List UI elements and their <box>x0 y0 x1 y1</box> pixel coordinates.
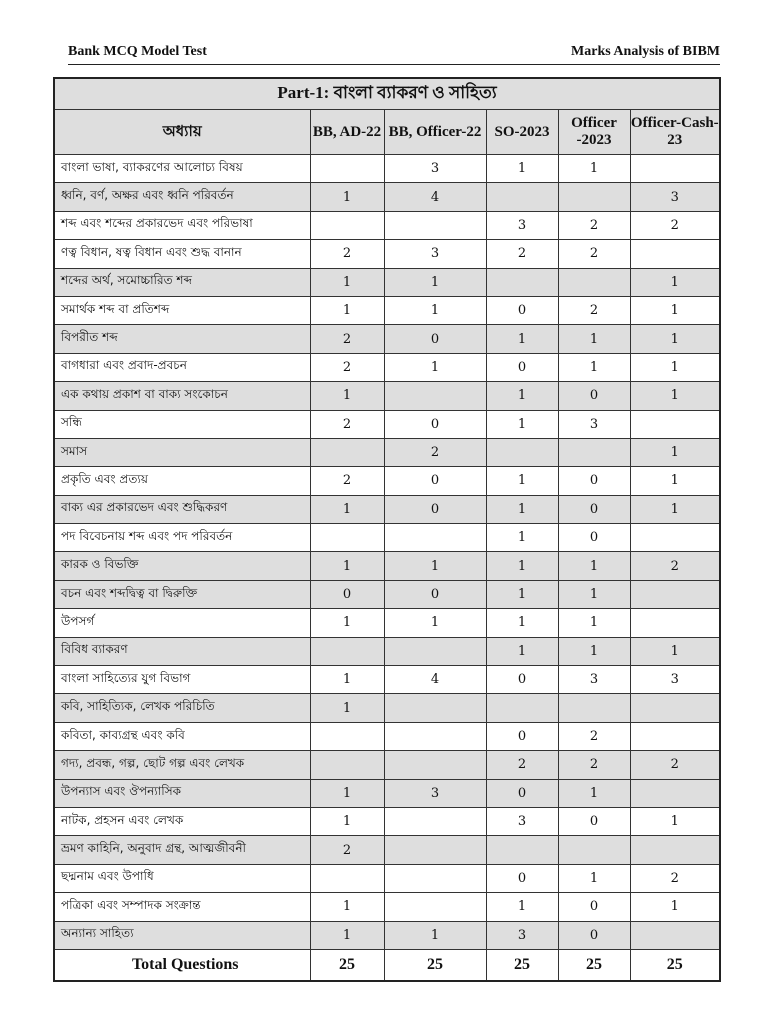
table-row <box>54 467 720 495</box>
table-row <box>54 240 720 268</box>
value-cell <box>310 637 384 665</box>
topic-cell: পত্রিকা এবং সম্পাদক সংক্রান্ত <box>54 893 310 921</box>
value-cell: 4 <box>384 666 486 694</box>
value-cell <box>630 779 720 807</box>
table-row <box>54 580 720 608</box>
value-cell: 1 <box>486 410 558 438</box>
value-cell: 1 <box>486 382 558 410</box>
marks-table <box>53 77 721 982</box>
value-cell: 1 <box>486 325 558 353</box>
table-title-row <box>54 78 720 110</box>
value-cell: 1 <box>630 382 720 410</box>
column-header: SO-2023 <box>486 110 558 155</box>
value-cell: 1 <box>384 552 486 580</box>
table-row <box>54 353 720 381</box>
table-title: Part-1: বাংলা ব্যাকরণ ও সাহিত্য <box>54 78 720 110</box>
value-cell: 2 <box>310 836 384 864</box>
topic-cell: বাংলা ভাষা, ব্যাকরণের আলোচ্য বিষয় <box>54 155 310 183</box>
value-cell <box>486 183 558 211</box>
value-cell <box>384 751 486 779</box>
value-cell: 1 <box>558 637 630 665</box>
value-cell <box>384 807 486 835</box>
value-cell <box>558 438 630 466</box>
value-cell <box>630 524 720 552</box>
table-row <box>54 864 720 892</box>
value-cell <box>310 751 384 779</box>
value-cell: 0 <box>486 864 558 892</box>
value-cell: 3 <box>630 183 720 211</box>
page-header <box>68 40 720 65</box>
value-cell: 2 <box>310 240 384 268</box>
value-cell: 2 <box>486 751 558 779</box>
total-cell: 25 <box>310 949 384 981</box>
value-cell: 0 <box>384 410 486 438</box>
value-cell: 1 <box>486 580 558 608</box>
value-cell: 2 <box>630 751 720 779</box>
total-cell: 25 <box>486 949 558 981</box>
table-row <box>54 921 720 949</box>
value-cell: 1 <box>310 552 384 580</box>
value-cell <box>558 836 630 864</box>
value-cell: 1 <box>310 382 384 410</box>
value-cell <box>630 155 720 183</box>
value-cell: 2 <box>558 751 630 779</box>
value-cell <box>558 183 630 211</box>
value-cell <box>310 211 384 239</box>
total-label: Total Questions <box>54 949 310 981</box>
value-cell <box>630 609 720 637</box>
topic-cell: বাক্য এর প্রকারভেদ এবং শুদ্ধিকরণ <box>54 495 310 523</box>
table-row <box>54 438 720 466</box>
value-cell <box>310 438 384 466</box>
value-cell <box>630 694 720 722</box>
value-cell: 1 <box>384 921 486 949</box>
value-cell: 2 <box>384 438 486 466</box>
value-cell: 1 <box>486 609 558 637</box>
value-cell <box>486 268 558 296</box>
value-cell: 2 <box>310 325 384 353</box>
table-row <box>54 552 720 580</box>
value-cell <box>384 836 486 864</box>
value-cell: 1 <box>486 155 558 183</box>
value-cell: 1 <box>630 325 720 353</box>
table-row <box>54 694 720 722</box>
value-cell: 0 <box>486 722 558 750</box>
topic-cell: সমার্থক শব্দ বা প্রতিশব্দ <box>54 296 310 324</box>
column-header: BB, AD-22 <box>310 110 384 155</box>
value-cell <box>630 921 720 949</box>
value-cell: 0 <box>384 325 486 353</box>
topic-cell: ভ্রমণ কাহিনি, অনুবাদ গ্রন্থ, আত্মজীবনী <box>54 836 310 864</box>
table-body <box>54 155 720 950</box>
value-cell: 2 <box>486 240 558 268</box>
value-cell: 0 <box>558 382 630 410</box>
total-row <box>54 949 720 981</box>
topic-cell: গদ্য, প্রবন্ধ, গল্প, ছোট গল্প এবং লেখক <box>54 751 310 779</box>
table-row <box>54 183 720 211</box>
value-cell: 2 <box>630 864 720 892</box>
value-cell <box>310 524 384 552</box>
value-cell: 0 <box>558 921 630 949</box>
table-row <box>54 268 720 296</box>
value-cell: 1 <box>310 183 384 211</box>
value-cell: 2 <box>310 410 384 438</box>
value-cell: 1 <box>486 552 558 580</box>
topic-cell: বিপরীত শব্দ <box>54 325 310 353</box>
value-cell: 1 <box>558 609 630 637</box>
value-cell: 2 <box>630 211 720 239</box>
value-cell: 1 <box>310 666 384 694</box>
value-cell: 3 <box>558 666 630 694</box>
topic-cell: উপন্যাস এবং ঔপন্যাসিক <box>54 779 310 807</box>
value-cell: 3 <box>486 807 558 835</box>
value-cell: 1 <box>630 438 720 466</box>
value-cell: 0 <box>486 666 558 694</box>
value-cell: 1 <box>384 353 486 381</box>
value-cell: 3 <box>558 410 630 438</box>
value-cell: 1 <box>310 609 384 637</box>
value-cell: 1 <box>310 268 384 296</box>
table-row <box>54 751 720 779</box>
value-cell: 1 <box>630 495 720 523</box>
topic-cell: বাংলা সাহিত্যের যুগ বিভাগ <box>54 666 310 694</box>
value-cell: 1 <box>310 807 384 835</box>
value-cell: 1 <box>486 524 558 552</box>
section-title: Marks Analysis of BIBM <box>571 44 720 59</box>
value-cell <box>384 722 486 750</box>
topic-cell: কবিতা, কাব্যগ্রন্থ এবং কবি <box>54 722 310 750</box>
value-cell: 1 <box>558 552 630 580</box>
column-header-row <box>54 110 720 155</box>
table-row <box>54 524 720 552</box>
value-cell: 3 <box>384 779 486 807</box>
value-cell: 1 <box>486 495 558 523</box>
topic-cell: বচন এবং শব্দদ্বিত্ব বা দ্বিরুক্তি <box>54 580 310 608</box>
table-row <box>54 410 720 438</box>
topic-cell: উপসর্গ <box>54 609 310 637</box>
column-header: BB, Officer-22 <box>384 110 486 155</box>
topic-cell: এক কথায় প্রকাশ বা বাক্য সংকোচন <box>54 382 310 410</box>
value-cell: 1 <box>384 296 486 324</box>
topic-cell: শব্দের অর্থ, সমোচ্চারিত শব্দ <box>54 268 310 296</box>
total-cell: 25 <box>558 949 630 981</box>
value-cell <box>310 722 384 750</box>
table-row <box>54 722 720 750</box>
value-cell: 0 <box>486 353 558 381</box>
column-header: Officer-Cash-23 <box>630 110 720 155</box>
value-cell: 3 <box>486 211 558 239</box>
table-row <box>54 325 720 353</box>
topic-cell: ছদ্মনাম এবং উপাধি <box>54 864 310 892</box>
value-cell <box>630 410 720 438</box>
value-cell: 3 <box>630 666 720 694</box>
value-cell <box>384 382 486 410</box>
value-cell: 1 <box>310 495 384 523</box>
value-cell: 1 <box>630 268 720 296</box>
value-cell <box>310 864 384 892</box>
value-cell: 1 <box>630 353 720 381</box>
value-cell: 0 <box>558 524 630 552</box>
value-cell: 0 <box>310 580 384 608</box>
value-cell <box>384 864 486 892</box>
value-cell: 1 <box>558 779 630 807</box>
value-cell: 1 <box>558 864 630 892</box>
table-row <box>54 637 720 665</box>
value-cell: 1 <box>558 155 630 183</box>
table-row <box>54 779 720 807</box>
value-cell: 1 <box>630 893 720 921</box>
value-cell: 0 <box>558 893 630 921</box>
value-cell: 2 <box>558 296 630 324</box>
table-row <box>54 155 720 183</box>
table-row <box>54 296 720 324</box>
value-cell: 3 <box>384 155 486 183</box>
value-cell <box>630 240 720 268</box>
value-cell: 1 <box>310 694 384 722</box>
value-cell: 2 <box>558 240 630 268</box>
value-cell: 1 <box>486 893 558 921</box>
value-cell <box>310 155 384 183</box>
column-header: Officer -2023 <box>558 110 630 155</box>
value-cell: 1 <box>558 580 630 608</box>
table-row <box>54 382 720 410</box>
topic-cell: সন্ধি <box>54 410 310 438</box>
topic-cell: ণত্ব বিধান, ষত্ব বিধান এবং শুদ্ধ বানান <box>54 240 310 268</box>
value-cell: 1 <box>310 779 384 807</box>
value-cell <box>384 211 486 239</box>
value-cell: 3 <box>384 240 486 268</box>
topic-cell: কবি, সাহিত্যিক, লেখক পরিচিতি <box>54 694 310 722</box>
value-cell: 1 <box>384 609 486 637</box>
value-cell: 1 <box>630 296 720 324</box>
value-cell: 1 <box>310 893 384 921</box>
value-cell: 2 <box>558 211 630 239</box>
topic-cell: কারক ও বিভক্তি <box>54 552 310 580</box>
value-cell <box>630 580 720 608</box>
value-cell: 0 <box>558 807 630 835</box>
value-cell: 2 <box>310 353 384 381</box>
table-row <box>54 666 720 694</box>
value-cell: 2 <box>630 552 720 580</box>
value-cell: 0 <box>384 580 486 608</box>
table-row <box>54 893 720 921</box>
value-cell: 1 <box>558 353 630 381</box>
value-cell: 2 <box>310 467 384 495</box>
marks-table-container <box>53 77 719 982</box>
value-cell: 0 <box>384 467 486 495</box>
value-cell: 1 <box>630 467 720 495</box>
value-cell <box>384 694 486 722</box>
topic-cell: পদ বিবেচনায় শব্দ এবং পদ পরিবর্তন <box>54 524 310 552</box>
topic-cell: ধ্বনি, বর্ণ, অক্ষর এবং ধ্বনি পরিবর্তন <box>54 183 310 211</box>
value-cell <box>384 637 486 665</box>
value-cell <box>384 524 486 552</box>
topic-cell: শব্দ এবং শব্দের প্রকারভেদ এবং পরিভাষা <box>54 211 310 239</box>
value-cell: 1 <box>310 921 384 949</box>
value-cell: 1 <box>384 268 486 296</box>
value-cell: 1 <box>310 296 384 324</box>
value-cell: 0 <box>486 779 558 807</box>
value-cell <box>558 694 630 722</box>
topic-cell: নাটক, প্রহসন এবং লেখক <box>54 807 310 835</box>
topic-cell: বিবিধ ব্যাকরণ <box>54 637 310 665</box>
value-cell <box>486 694 558 722</box>
value-cell: 2 <box>558 722 630 750</box>
value-cell: 0 <box>486 296 558 324</box>
value-cell: 0 <box>558 467 630 495</box>
value-cell: 1 <box>558 325 630 353</box>
table-row <box>54 495 720 523</box>
value-cell: 0 <box>384 495 486 523</box>
value-cell: 1 <box>630 807 720 835</box>
value-cell <box>486 836 558 864</box>
value-cell: 0 <box>558 495 630 523</box>
value-cell: 1 <box>486 637 558 665</box>
topic-cell: অন্যান্য সাহিত্য <box>54 921 310 949</box>
table-row <box>54 836 720 864</box>
table-row <box>54 807 720 835</box>
topic-cell: প্রকৃতি এবং প্রত্যয় <box>54 467 310 495</box>
table-row <box>54 609 720 637</box>
value-cell: 1 <box>630 637 720 665</box>
total-cell: 25 <box>384 949 486 981</box>
value-cell <box>384 893 486 921</box>
value-cell <box>630 722 720 750</box>
topic-cell: সমাস <box>54 438 310 466</box>
value-cell: 4 <box>384 183 486 211</box>
column-header: অধ্যায় <box>54 110 310 155</box>
table-row <box>54 211 720 239</box>
value-cell <box>486 438 558 466</box>
value-cell: 3 <box>486 921 558 949</box>
book-title: Bank MCQ Model Test <box>68 44 207 59</box>
value-cell: 1 <box>486 467 558 495</box>
value-cell <box>558 268 630 296</box>
value-cell <box>630 836 720 864</box>
topic-cell: বাগধারা এবং প্রবাদ-প্রবচন <box>54 353 310 381</box>
total-cell: 25 <box>630 949 720 981</box>
